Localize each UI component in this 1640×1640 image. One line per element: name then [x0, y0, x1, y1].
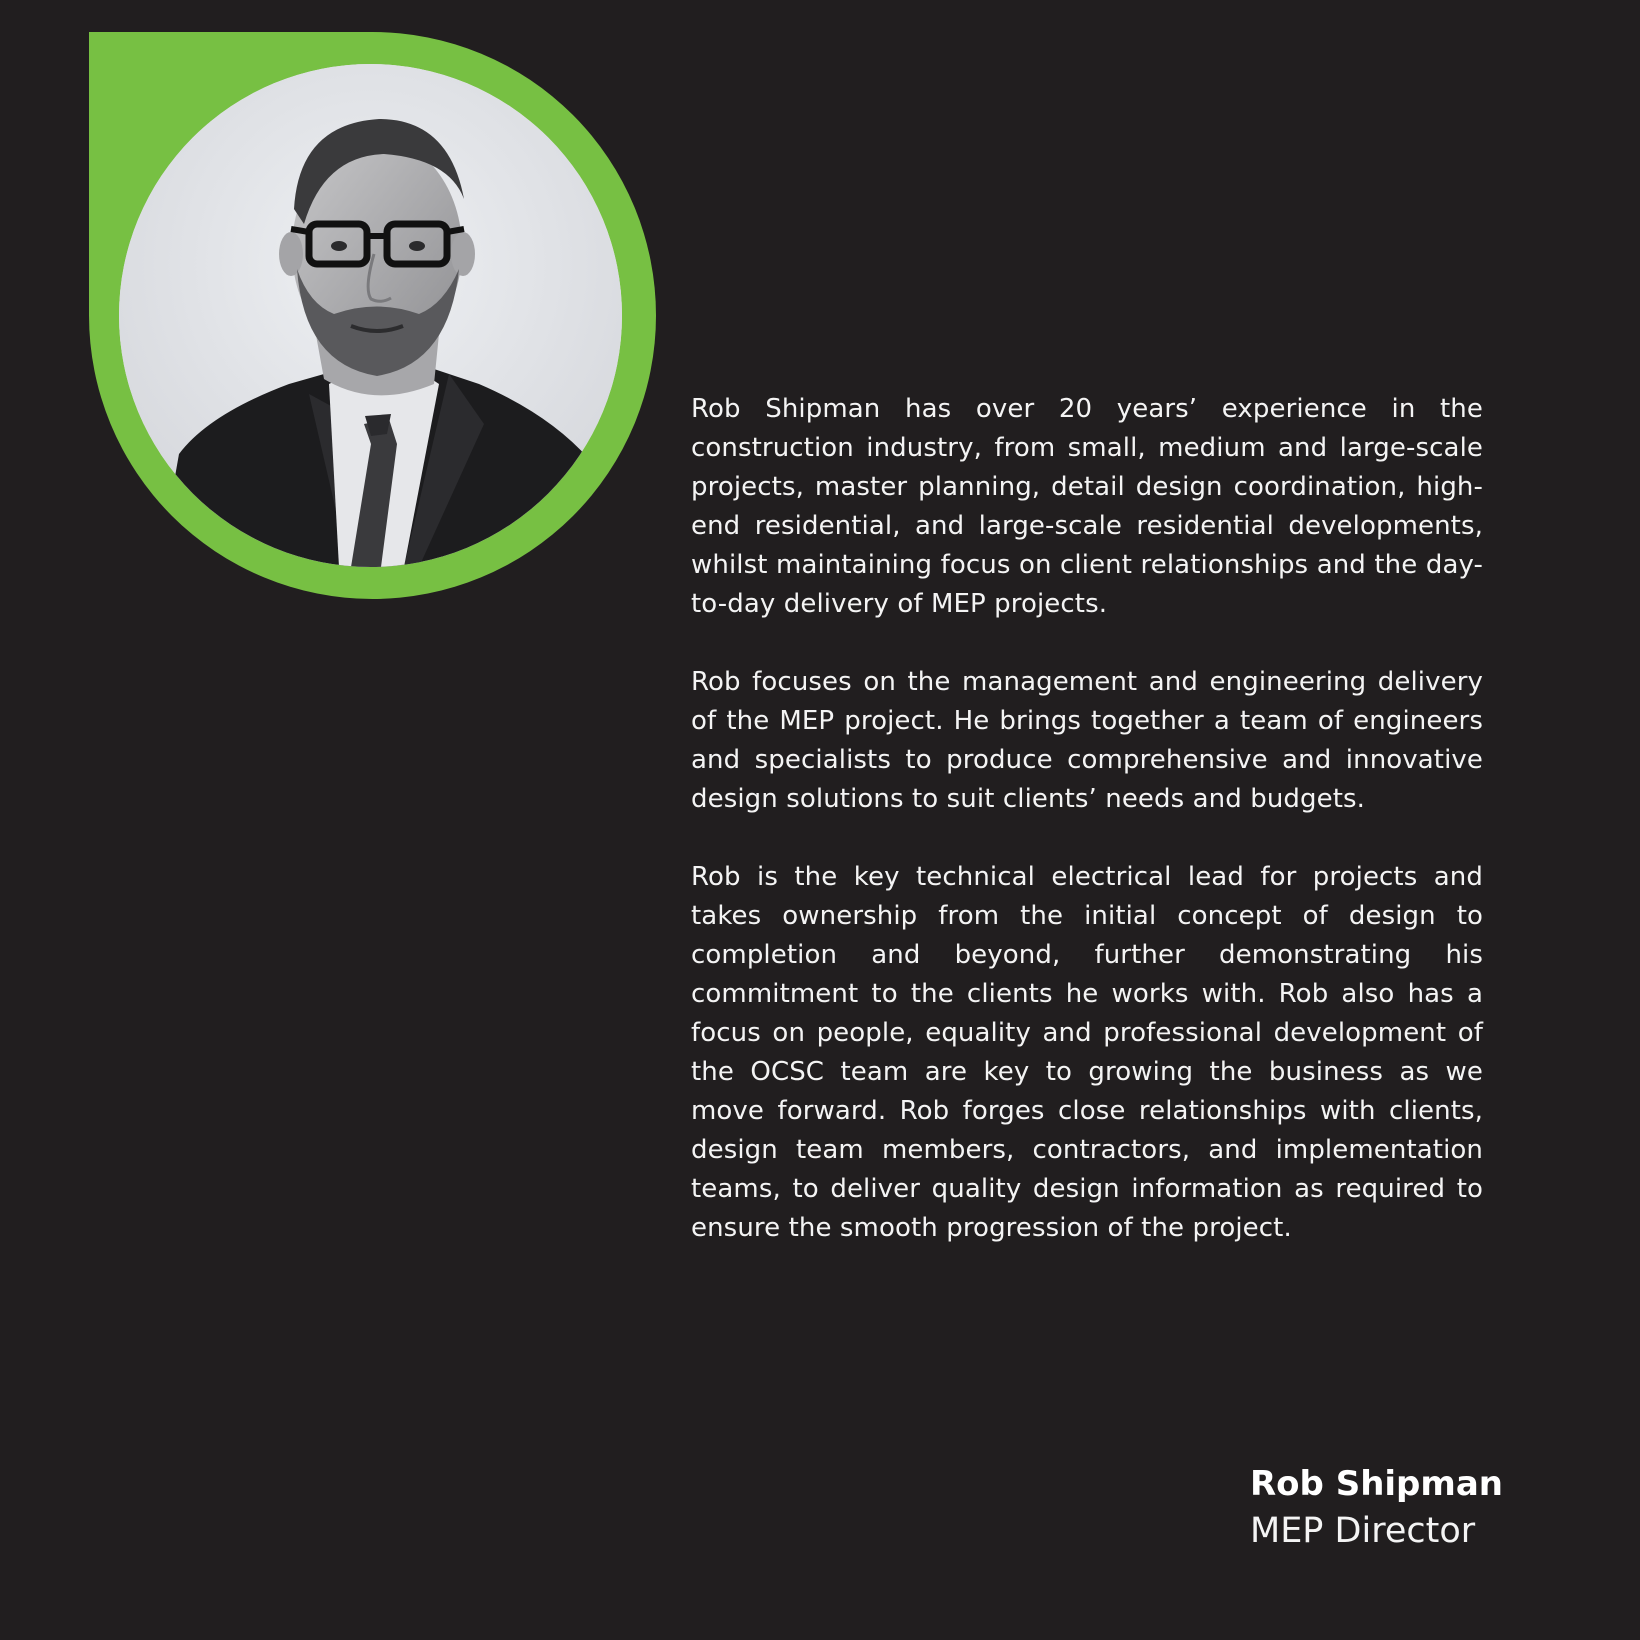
nameplate — [1250, 1462, 1580, 1556]
portrait-frame — [89, 32, 656, 599]
bio-paragraph: Rob Shipman has over 20 years’ experience in the construction industry, from small, medium and large-scale projects, master planning, detail design coordination, high-end residential, and large-scale residential developments, whilst maintaining focus on client relationships and the day-to-day delivery of MEP projects. — [691, 394, 1483, 619]
bio-paragraph: Rob is the key technical electrical lead for projects and takes ownership from the initial concept of design to completion and beyond, further demonstrating his commitment to the clients he works with. Rob also has a focus on people, equality and professional development of the OCSC team are key to growing the business as we move forward. Rob forges close relationships with clients, design team members, contractors, and implementation teams, to deliver quality design information as required to ensure the smooth progression of the project. — [691, 862, 1483, 1243]
person-name: Rob Shipman — [1250, 1464, 1503, 1504]
person-portrait-icon — [119, 64, 622, 567]
profile-photo — [119, 64, 622, 567]
bio-text — [691, 390, 1483, 1287]
person-role: MEP Director — [1250, 1511, 1476, 1551]
bio-paragraph: Rob focuses on the management and engineering delivery of the MEP project. He brings together a team of engineers and specialists to produce comprehensive and innovative design solutions to suit clients’ needs and budgets. — [691, 667, 1483, 814]
